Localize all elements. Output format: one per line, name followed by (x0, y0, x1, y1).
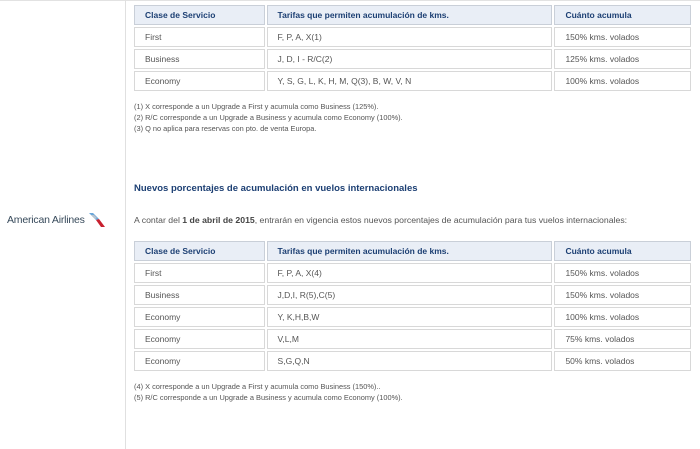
cell-service-class: First (134, 263, 265, 283)
column-divider (125, 0, 126, 449)
accrual-table-current (132, 3, 693, 93)
cell-accrual: 150% kms. volados (554, 27, 691, 47)
cell-fare-codes: Y, S, G, L, K, H, M, Q(3), B, W, V, N (267, 71, 553, 91)
footnotes-current (134, 102, 693, 134)
logo-text: American Airlines (7, 214, 85, 226)
table-row (134, 329, 691, 349)
cell-service-class: Business (134, 49, 265, 69)
accrual-table-new (132, 239, 693, 373)
flight-symbol-icon (88, 212, 106, 228)
header-service-class: Clase de Servicio (134, 5, 265, 25)
table-row (134, 285, 691, 305)
footnote: (3) Q no aplica para reservas con pto. de venta Europa. (134, 123, 317, 133)
cell-fare-codes: J,D,I, R(5),C(5) (267, 285, 553, 305)
cell-fare-codes: J, D, I - R/C(2) (267, 49, 553, 69)
header-accrual: Cuánto acumula (554, 5, 691, 25)
table-row (134, 71, 691, 91)
cell-accrual: 150% kms. volados (554, 263, 691, 283)
table-row (134, 263, 691, 283)
cell-service-class: Economy (134, 71, 265, 91)
header-fare-codes: Tarifas que permiten acumulación de kms. (267, 241, 553, 261)
american-airlines-logo (7, 212, 106, 228)
footnote: (4) X corresponde a un Upgrade a First y acumula como Business (150%).. (134, 382, 381, 392)
table-header-row (134, 5, 691, 25)
effective-date: 1 de abril de 2015 (182, 215, 255, 226)
header-accrual: Cuánto acumula (554, 241, 691, 261)
footnote: (1) X corresponde a un Upgrade a First y acumula como Business (125%). (134, 102, 379, 111)
table-row (134, 27, 691, 47)
cell-fare-codes: F, P, A, X(4) (267, 263, 553, 283)
section-title: Nuevos porcentajes de acumulación en vuelos internacionales (134, 183, 418, 195)
cell-accrual: 150% kms. volados (554, 285, 691, 305)
cell-accrual: 50% kms. volados (554, 351, 691, 371)
table-row (134, 351, 691, 371)
footnote: (2) R/C corresponde a un Upgrade a Business y acumula como Economy (100%). (134, 112, 403, 122)
intro-text: A contar del (134, 215, 183, 226)
cell-service-class: Economy (134, 351, 265, 371)
cell-service-class: Economy (134, 307, 265, 327)
table-header-row (134, 241, 691, 261)
footnotes-new (134, 382, 693, 404)
cell-fare-codes: F, P, A, X(1) (267, 27, 553, 47)
cell-service-class: Economy (134, 329, 265, 349)
cell-service-class: First (134, 27, 265, 47)
footnote: (5) R/C corresponde a un Upgrade a Business y acumula como Economy (100%). (134, 393, 403, 403)
intro-paragraph (134, 215, 693, 225)
header-fare-codes: Tarifas que permiten acumulación de kms. (267, 5, 553, 25)
main-content (134, 0, 693, 404)
cell-accrual: 100% kms. volados (554, 307, 691, 327)
intro-text: , entrarán en vigencia estos nuevos porcentajes de acumulación para tus vuelos internacionales: (254, 215, 628, 226)
cell-accrual: 75% kms. volados (554, 329, 691, 349)
table-row (134, 307, 691, 327)
header-service-class: Clase de Servicio (134, 241, 265, 261)
cell-fare-codes: S,G,Q,N (267, 351, 553, 371)
cell-fare-codes: Y, K,H,B,W (267, 307, 553, 327)
cell-accrual: 125% kms. volados (554, 49, 691, 69)
table-row (134, 49, 691, 69)
cell-fare-codes: V,L,M (267, 329, 553, 349)
cell-accrual: 100% kms. volados (554, 71, 691, 91)
cell-service-class: Business (134, 285, 265, 305)
